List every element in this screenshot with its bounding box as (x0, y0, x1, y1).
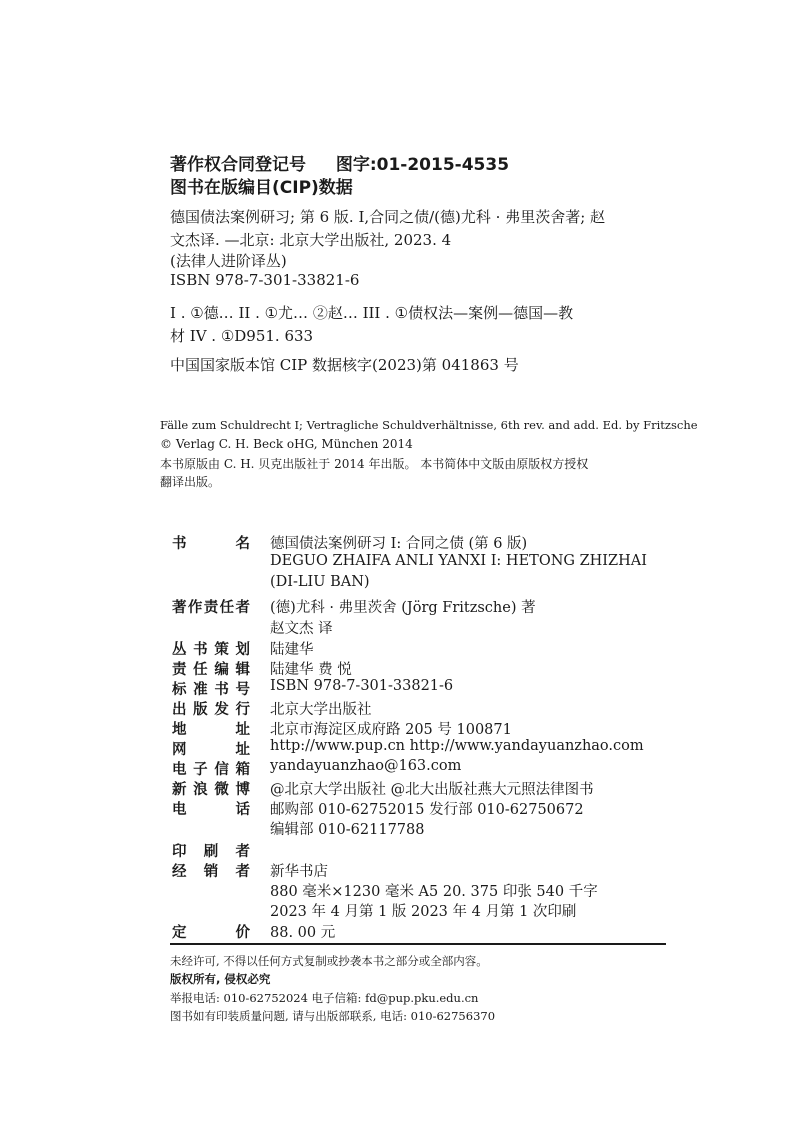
publisher-value: 北京大学出版社 (270, 702, 372, 718)
cip-line-6: 材 IV . ①D951. 633 (170, 327, 314, 345)
cip-line-2: 文杰译. —北京: 北京大学出版社, 2023. 4 (170, 231, 452, 249)
email-value: yandayuanzhao@163.com (270, 758, 462, 774)
website-value: http://www.pup.cn http://www.yandayuanzhao.com (270, 738, 644, 754)
editor-label: 责 任 编 辑 (172, 662, 250, 678)
weibo-value: @北京大学出版社 @北大出版社燕大元照法律图书 (270, 782, 594, 798)
email-label: 电 子 信 箱 (172, 762, 250, 778)
footer-rights: 版权所有, 侵权必究 (170, 972, 271, 986)
footer-divider (170, 943, 666, 945)
website-label: 网 址 (172, 742, 250, 758)
series-planner-value: 陆建华 (270, 642, 314, 658)
copyright-registration-label: 著作权合同登记号 (170, 155, 306, 175)
publisher-label: 出 版 发 行 (172, 702, 250, 718)
cip-line-5: I . ①德… II . ①尤… ②赵… III . ①债权法—案例—德国—教 (170, 304, 574, 322)
cip-line-7: 中国国家版本馆 CIP 数据核字(2023)第 041863 号 (170, 356, 519, 374)
series-planner-label: 丛 书 策 划 (172, 642, 250, 658)
title-label: 书 名 (172, 536, 250, 552)
copyright-registration (170, 150, 509, 175)
phone-value-2: 编辑部 010-62117788 (270, 822, 425, 838)
distributor-value: 新华书店 (270, 864, 328, 880)
editor-value: 陆建华 费 悦 (270, 662, 352, 678)
original-title: Fälle zum Schuldrecht I; Vertragliche Schuldverhältnisse, 6th rev. and add. Ed. by Fritzsche (160, 418, 698, 432)
author-label: 著 作 责 任 者 (172, 600, 250, 616)
footer-report-contact: 举报电话: 010-62752024 电子信箱: fd@pup.pku.edu.cn (170, 991, 479, 1005)
cip-heading: 图书在版编目(CIP)数据 (170, 178, 353, 198)
translation-notice-line-2: 翻译出版。 (160, 475, 221, 489)
author-value: (德)尤科 · 弗里茨舍 (Jörg Fritzsche) 著 (270, 600, 536, 616)
cip-line-1: 德国债法案例研习; 第 6 版. I,合同之债/(德)尤科 · 弗里茨舍著; 赵 (170, 208, 606, 226)
specification-value: 880 毫米×1230 毫米 A5 20. 375 印张 540 千字 (270, 884, 598, 900)
footer-quality-contact: 图书如有印装质量问题, 请与出版部联系, 电话: 010-62756370 (170, 1009, 496, 1023)
title-value: 德国债法案例研习 I: 合同之债 (第 6 版) (270, 536, 528, 552)
translation-notice-line-1: 本书原版由 C. H. 贝克出版社于 2014 年出版。 本书简体中文版由原版权方授权 (160, 457, 589, 471)
cip-line-3: (法律人进阶译丛) (170, 252, 287, 270)
weibo-label: 新 浪 微 博 (172, 782, 250, 798)
distributor-label: 经 销 者 (172, 864, 250, 880)
title-pinyin-1: DEGUO ZHAIFA ANLI YANXI I: HETONG ZHIZHAI (270, 553, 647, 569)
cip-line-4: ISBN 978-7-301-33821-6 (170, 271, 360, 289)
isbn-value: ISBN 978-7-301-33821-6 (270, 678, 454, 694)
original-copyright: © Verlag C. H. Beck oHG, München 2014 (160, 437, 413, 451)
printer-label: 印 刷 者 (172, 844, 250, 860)
price-label: 定 价 (172, 925, 250, 941)
copyright-registration-number: 图字:01-2015-4535 (335, 155, 510, 175)
phone-label: 电 话 (172, 802, 250, 818)
address-label: 地 址 (172, 722, 250, 738)
edition-value: 2023 年 4 月第 1 版 2023 年 4 月第 1 次印刷 (270, 904, 577, 920)
footer-notice: 未经许可, 不得以任何方式复制或抄袭本书之部分或全部内容。 (170, 954, 488, 968)
isbn-label: 标 准 书 号 (172, 682, 250, 698)
address-value: 北京市海淀区成府路 205 号 100871 (270, 722, 512, 738)
translator-value: 赵文杰 译 (270, 621, 333, 637)
title-pinyin-2: (DI-LIU BAN) (270, 574, 370, 590)
phone-value-1: 邮购部 010-62752015 发行部 010-62750672 (270, 802, 584, 818)
price-value: 88. 00 元 (270, 925, 336, 941)
